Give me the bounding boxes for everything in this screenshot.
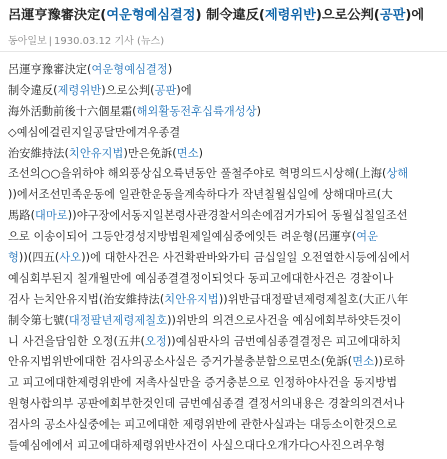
body-line xyxy=(8,164,442,185)
korean-reading: 공판 xyxy=(154,83,177,97)
text-segment: 制令違反( xyxy=(8,83,58,97)
korean-reading: 면소 xyxy=(352,355,375,369)
body-line xyxy=(8,185,442,206)
korean-reading: 공판 xyxy=(379,8,406,23)
article-body xyxy=(8,60,442,457)
text-segment: ) xyxy=(256,104,262,118)
body-line xyxy=(8,144,442,165)
article-title xyxy=(8,7,444,25)
text-segment: ) 制令違反( xyxy=(195,8,265,23)
text-segment: ))위반의 의견으로사건을 예심에회부하얏든것이 xyxy=(167,313,402,327)
body-line xyxy=(8,332,442,353)
section-label: 기사 (뉴스) xyxy=(114,36,165,47)
text-segment: ) xyxy=(198,146,204,160)
korean-reading: 치안유지법 xyxy=(164,292,219,306)
text-segment: )에 xyxy=(176,83,192,97)
text-segment: 니 사건을담임한 오정(五井( xyxy=(8,334,145,348)
date-label: 1930.03.12 xyxy=(54,36,112,47)
text-segment: ))로하 xyxy=(374,355,405,369)
text-segment: 예심회부된지 칠개월만에 예심종결결정이되엇다 동피고에대한사건은 경찰이나 xyxy=(8,271,394,285)
article-meta: 동아일보 | 1930.03.12 기사 (뉴스) xyxy=(8,36,165,47)
body-line xyxy=(8,311,442,332)
korean-reading: 치안유지법 xyxy=(68,146,124,160)
korean-reading: 형 xyxy=(8,251,19,265)
text-segment: 고 피고에대한제령위반에 저촉사실만을 증거충분으로 인정하야사건을 동지방법 xyxy=(8,376,398,390)
text-segment: 制令第七號( xyxy=(8,313,69,327)
korean-reading: 오정 xyxy=(144,334,167,348)
body-line xyxy=(8,248,442,269)
korean-reading: 상해 xyxy=(386,167,409,181)
text-segment: ))위반급대정팔년제령제칠호(大正八年 xyxy=(218,292,409,306)
text-segment: ))야구장에서동지일본령사관경찰서의손에검거가되어 동월십칠일조선 xyxy=(67,209,408,223)
korean-reading: 제령위반 xyxy=(57,83,102,97)
korean-reading: 제령위반 xyxy=(264,8,316,23)
body-line xyxy=(8,269,442,290)
header-divider xyxy=(0,51,447,52)
text-segment: 검사의 공소사실중에는 피고에대한 제령위반에 관한사실과는 대등소이한것으로 xyxy=(8,418,398,432)
text-segment: 으로 이송이되어 그등안경성지방법원제일예심중에잇든 려운형(呂運亨( xyxy=(8,230,357,244)
body-line xyxy=(8,373,442,394)
text-segment: 조선의○○을위하야 해외풍상십오륙년동안 풀철주야로 혁명의드시상해(上海( xyxy=(8,167,387,181)
korean-reading: 사오 xyxy=(59,251,82,265)
body-line xyxy=(8,394,442,415)
text-segment: )으로公判( xyxy=(315,8,380,23)
body-line xyxy=(8,352,442,373)
korean-reading: 여운형예심결정 xyxy=(91,63,168,76)
text-segment: )만은免訴( xyxy=(123,146,177,160)
korean-reading: 해외활동전후십륙개성상 xyxy=(136,104,257,118)
text-segment: ) xyxy=(167,63,173,76)
article-header xyxy=(0,0,447,58)
korean-reading: 여운형예심결정 xyxy=(106,8,196,23)
text-segment: ))(四五( xyxy=(18,251,60,265)
text-segment: 馬路( xyxy=(8,209,36,223)
body-line xyxy=(8,415,442,436)
text-segment: ))에 대한사건은 사건확판바와가티 금십일일 오전열한시등에심에서 xyxy=(81,251,411,265)
body-line xyxy=(8,206,442,227)
text-segment: 呂運亨豫審決定( xyxy=(8,8,107,23)
korean-reading: 대마로 xyxy=(35,209,68,223)
text-segment: )에 xyxy=(405,8,425,23)
body-line xyxy=(8,123,442,144)
text-segment: 呂運亨豫審決定( xyxy=(8,63,92,76)
text-segment: 검사 는치안유지법(治安維持法( xyxy=(8,292,165,306)
body-line xyxy=(8,102,442,123)
text-segment: ))에서조선민족운동에 일관한운동을계속하다가 작년칠월십일에 상해대마르(大 xyxy=(8,188,393,202)
text-segment: 들예심에에서 피고에대하제령위반사건이 사실으대다오개가다○사진으려우형 xyxy=(8,439,386,453)
text-segment: 원형사합의부 공판에회부한것인데 금번예심종결 결정서의내용은 경찰의의견서나 xyxy=(8,397,405,411)
source-label[interactable]: 동아일보 xyxy=(8,36,47,47)
body-line xyxy=(8,436,442,457)
text-segment: 海外活動前後十六個星霜( xyxy=(8,104,137,118)
text-segment: 안유지법위반에대한 검사의공소사실은 증거가불충분함으로면소(免訴( xyxy=(8,355,353,369)
korean-reading: 여운 xyxy=(356,230,379,244)
text-segment: ◇예심에걸린지일공달만에겨우종결 xyxy=(8,125,181,139)
body-line xyxy=(8,81,442,102)
text-segment: ))예심판사의 금번예심종결결정은 피고에대하치 xyxy=(166,334,402,348)
body-line xyxy=(8,290,442,311)
korean-reading: 면소 xyxy=(176,146,199,160)
text-segment: 治安維持法( xyxy=(8,146,69,160)
body-line xyxy=(8,60,442,81)
korean-reading: 대정팔년제령제칠호 xyxy=(68,313,168,327)
body-line xyxy=(8,227,442,248)
text-segment: )으로公判( xyxy=(101,83,155,97)
